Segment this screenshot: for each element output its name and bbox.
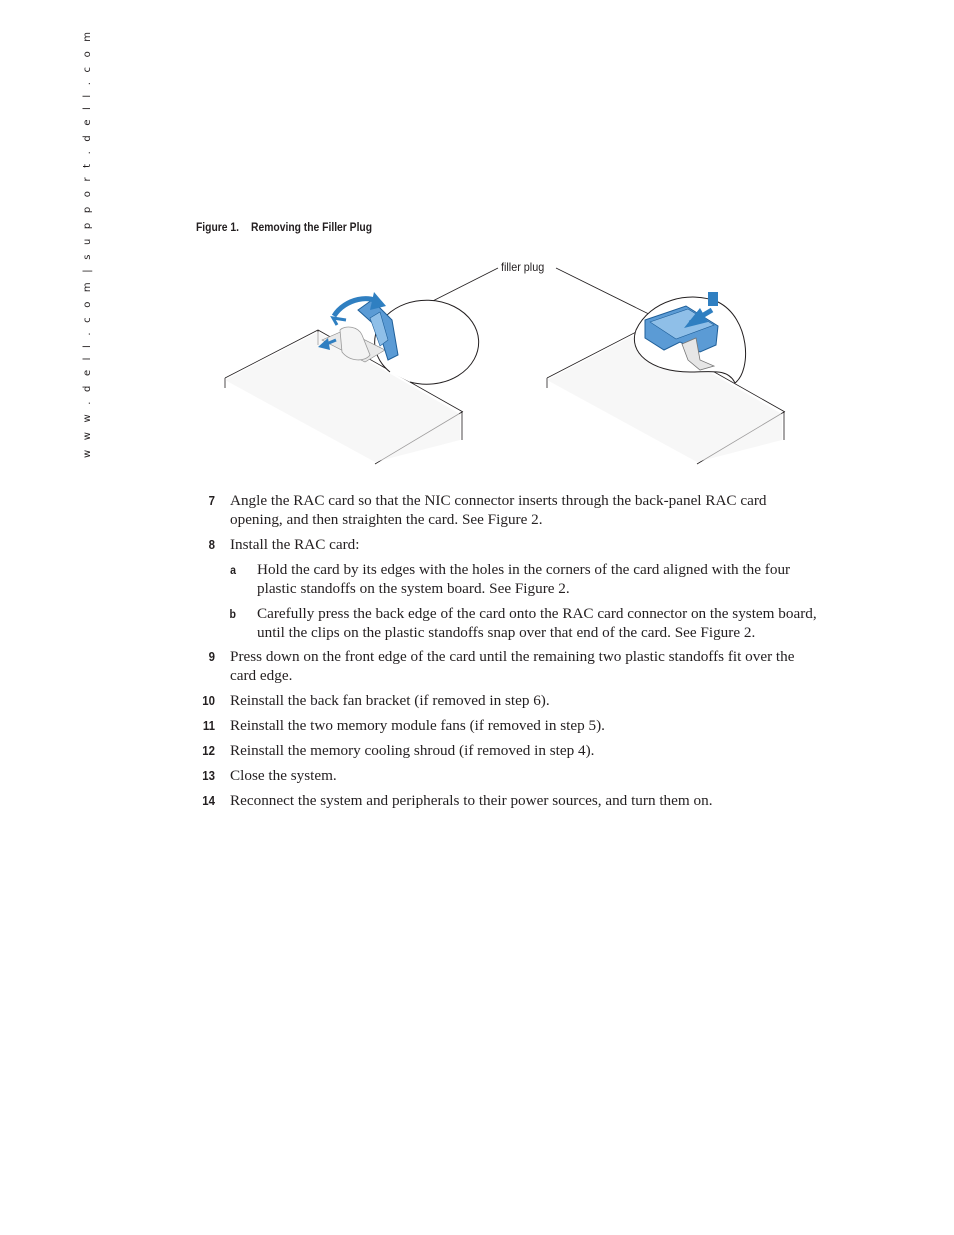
- step-letter: a: [230, 563, 236, 577]
- filler-plug-illustration: [220, 255, 800, 470]
- step-text: Install the RAC card:: [230, 536, 360, 553]
- step-number: 9: [208, 649, 215, 664]
- step-text: Reconnect the system and peripherals to their power sources, and turn them on.: [230, 792, 713, 809]
- step-number: 7: [208, 493, 215, 508]
- step-text: Angle the RAC card so that the NIC connector inserts through the back-panel RAC card opening, and then straighten the card. See Figure 2.: [230, 492, 767, 528]
- step-letter: b: [229, 607, 236, 621]
- step-number: 14: [202, 793, 215, 808]
- figure-title: Removing the Filler Plug: [251, 220, 373, 234]
- step-number: 12: [202, 743, 215, 758]
- step-text: Hold the card by its edges with the holes in the corners of the card aligned with the four plastic standoffs on the system board. See Figure 2.: [257, 561, 791, 597]
- step-text: Reinstall the back fan bracket (if removed in step 6).: [230, 692, 550, 709]
- step-number: 10: [202, 693, 215, 708]
- figure-caption: [196, 220, 372, 234]
- step-text: Reinstall the memory cooling shroud (if removed in step 4).: [230, 742, 595, 759]
- step-number: 13: [202, 768, 215, 783]
- step-text: Press down on the front edge of the card until the remaining two plastic standoffs fit over the card edge.: [230, 648, 795, 684]
- step-text: Carefully press the back edge of the card onto the RAC card connector on the system board, until the clips on the plastic standoffs snap over that end of the card. See Figure 2.: [257, 605, 817, 641]
- step-number: 11: [202, 718, 215, 733]
- figure-number: Figure 1.: [196, 220, 240, 234]
- step-number: 8: [208, 537, 215, 552]
- step-text: Reinstall the two memory module fans (if removed in step 5).: [230, 717, 605, 734]
- step-text: Close the system.: [230, 767, 337, 784]
- sidebar-url: w w w . d e l l . c o m | s u p p o r t . d e l l . c o m: [82, 28, 93, 458]
- filler-plug-callout: filler plug: [501, 260, 545, 274]
